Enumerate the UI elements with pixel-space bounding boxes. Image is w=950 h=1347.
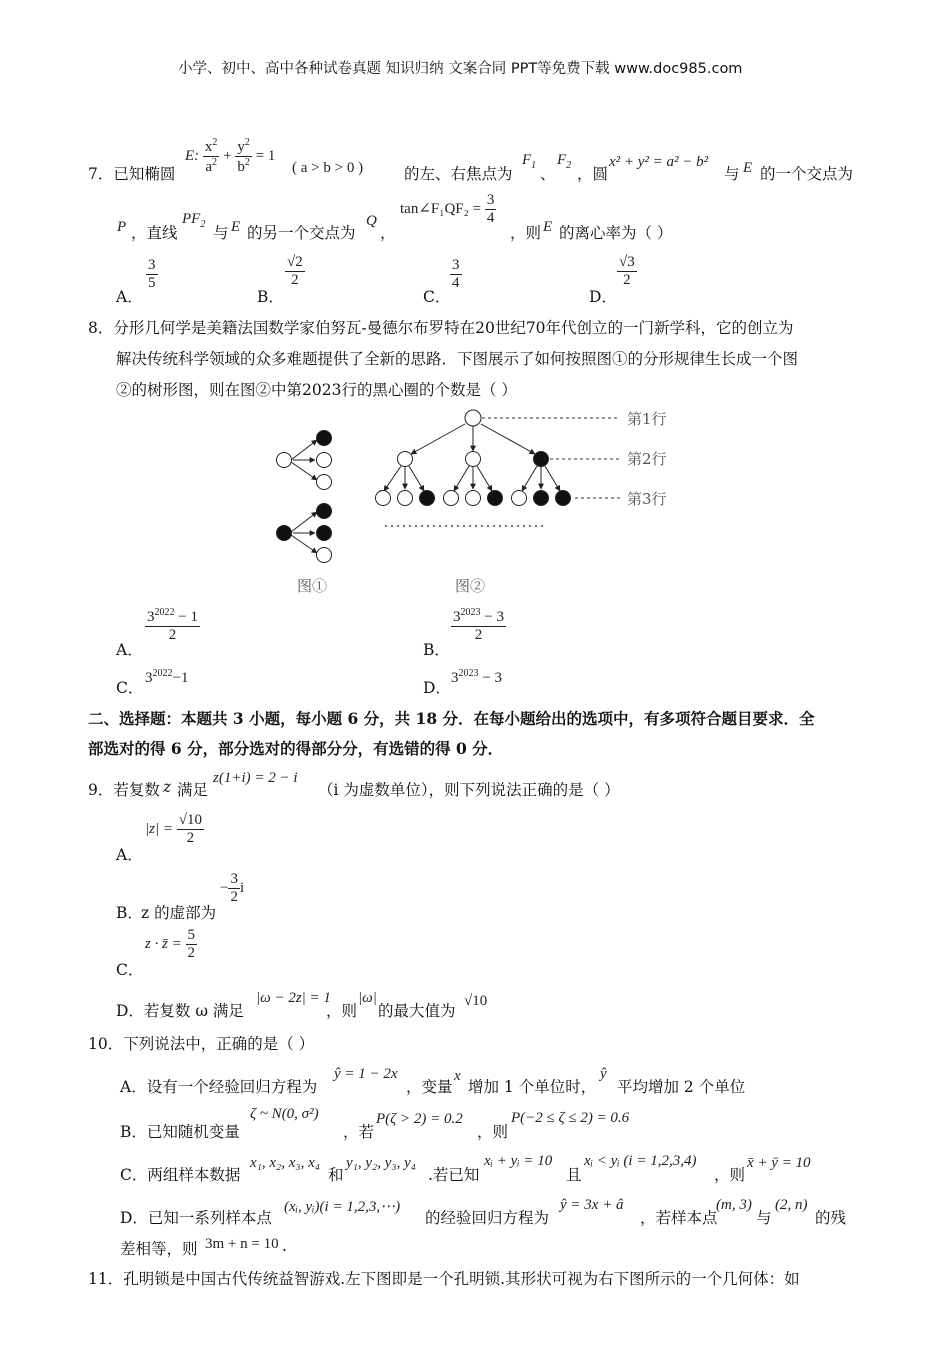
- q7-line2-b: 与: [213, 224, 229, 242]
- fig1-black-child: [317, 431, 332, 446]
- q10-a-4: 平均增加 2 个单位: [617, 1078, 746, 1096]
- fig2-row3-node: [556, 491, 571, 506]
- fig2-row3-node: [376, 491, 391, 506]
- q9-stem-c: （i 为虚数单位），则下列说法正确的是（ ）: [318, 781, 620, 799]
- q10-d-pts: (xᵢ, yᵢ)(i = 1,2,3,⋯): [284, 1199, 401, 1215]
- fig1-black-child: [317, 526, 332, 541]
- q7-F1: $F_1$: [522, 152, 537, 171]
- fig2-row3-node: [488, 491, 503, 506]
- q7-E1: E: [743, 160, 753, 176]
- q7-option-a-value: $\frac{3}{5}$: [148, 257, 156, 291]
- q9-option-b-text: z 的虚部为: [141, 904, 217, 922]
- q10-stem: 10．下列说法中，正确的是（ ）: [88, 1035, 315, 1053]
- q7-option-c-label: C．: [423, 288, 451, 306]
- q10-d-n: (2, n): [775, 1197, 808, 1213]
- q10-c-y: y₁, y₂, y₃, y₄: [346, 1155, 416, 1171]
- fig2-caption: 图②: [455, 577, 486, 595]
- q7-tan-condition: tan∠F₁QF₂ = $\frac{3}{4}$: [400, 192, 495, 226]
- q10-c-ineq: xᵢ < yᵢ (i = 1,2,3,4): [584, 1153, 697, 1169]
- row-label-2: 第2行: [627, 450, 667, 468]
- q9-option-d-c: 的最大值为: [378, 1002, 456, 1020]
- q10-c-1: C．两组样本数据: [120, 1166, 241, 1184]
- q10-d-3: ，若样本点: [640, 1209, 718, 1227]
- q8-option-b-label: B．: [423, 641, 450, 659]
- q8-option-a-value: $\frac{3^{2022} - 1}{2}$: [147, 607, 198, 643]
- fig1-white-child: [317, 475, 332, 490]
- q10-b-1: B．已知随机变量: [120, 1123, 240, 1141]
- fig1-rule-black: [277, 504, 332, 563]
- q8-option-c-label: C．: [116, 679, 144, 697]
- q9-option-b-formula: − $\frac{3}{2}$ i: [220, 871, 245, 905]
- q9-option-d-value: √10: [464, 993, 488, 1009]
- q9-option-d-abs: |ω − 2z| = 1: [256, 990, 331, 1006]
- fig2-row3-node: [466, 491, 481, 506]
- q10-b-p: P(ζ > 2) = 0.2: [376, 1111, 463, 1127]
- q8-option-c-value: $3^{2022}-1$: [145, 668, 189, 686]
- q10-c-res: x̄ + ȳ = 10: [747, 1155, 811, 1171]
- q11-line1: 11．孔明锁是中国古代传统益智游戏.左下图即是一个孔明锁.其形状可视为右下图所示的一个几何体：如: [88, 1270, 800, 1288]
- q10-d-m: (m, 3): [716, 1197, 752, 1213]
- q7-sep: 、: [540, 165, 556, 183]
- fig1-white-child: [317, 453, 332, 468]
- q10-d-2: 的经验回归方程为: [425, 1209, 550, 1227]
- fig2-row3-node: [512, 491, 527, 506]
- q10-b-p2: P(−2 ≤ ζ ≤ 2) = 0.6: [511, 1110, 630, 1126]
- q7-option-c-value: $\frac{3}{4}$: [452, 257, 460, 291]
- q7-line2-a: ，直线: [131, 224, 178, 242]
- q10-b-dist: ζ ~ N(0, σ²): [250, 1106, 319, 1122]
- page-header: 小学、初中、高中各种试卷真题 知识归纳 文案合同 PPT等免费下载 www.doc985.com: [178, 61, 743, 77]
- q7-option-d-value: $\frac{√3}{2}$: [619, 254, 635, 288]
- q7-line1-a: 7．已知椭圆: [88, 165, 176, 183]
- q10-b-3: ，则: [477, 1123, 509, 1141]
- q9-stem-b: 满足: [177, 781, 209, 799]
- row-label-3: 第3行: [627, 490, 667, 508]
- q10-c-2: 和: [328, 1166, 344, 1184]
- fig1-white-parent: [277, 453, 292, 468]
- fig2-row2-node: [466, 452, 481, 467]
- fig2-row3-node: [534, 491, 549, 506]
- q7-condition: ( a > b > 0 ): [292, 160, 364, 176]
- q10-d-6: 差相等，则: [120, 1240, 198, 1258]
- fig2-row3-node: [444, 491, 459, 506]
- fig2-row1-node: [465, 410, 481, 426]
- fig1-black-child: [317, 504, 332, 519]
- q7-circle-equation: x² + y² = a² − b²: [609, 154, 709, 170]
- q7-F2: $F_2$: [557, 152, 572, 171]
- fig2-row3-node: [420, 491, 435, 506]
- q9-option-b-label: B．: [116, 904, 143, 922]
- q10-d-4: 与: [756, 1209, 772, 1227]
- q10-a-y: ŷ: [600, 1066, 607, 1082]
- q7-Q: Q: [366, 213, 377, 229]
- fig1-caption: 图①: [297, 577, 328, 595]
- q7-PF2: $PF_2$: [182, 211, 206, 230]
- q7-line2-d: ，: [380, 224, 396, 242]
- q7-option-b-value: $\frac{√2}{2}$: [287, 254, 303, 288]
- q7-E2: E: [231, 219, 241, 235]
- q9-option-c-label: C．: [116, 961, 144, 979]
- q8-line2: 解决传统科学领域的众多难题提供了全新的思路．下图展示了如何按照图①的分形规律生长成一个图: [116, 350, 799, 368]
- q8-option-d-value: $3^{2023} - 3$: [451, 668, 502, 686]
- fig1-rule-white: [277, 431, 332, 490]
- q7-line1-b: 的左、右焦点为: [404, 165, 513, 183]
- q10-c-4: 且: [566, 1166, 582, 1184]
- fig1-white-child: [317, 548, 332, 563]
- fractal-figure: [265, 400, 695, 600]
- q9-option-a-formula: |z| = $\frac{√10}{2}$: [145, 812, 202, 846]
- q10-d-eq: ŷ = 3x + â: [560, 1197, 624, 1213]
- fig2-row2-node: [398, 452, 413, 467]
- q9-z: z: [163, 778, 172, 796]
- q10-c-5: ，则: [714, 1166, 746, 1184]
- fig2-tree: [376, 410, 621, 526]
- q7-line1-c: ，圆: [577, 165, 609, 183]
- fig1-black-parent: [277, 526, 292, 541]
- q9-option-d-a: D．若复数 ω 满足: [116, 1002, 244, 1020]
- q7-line1-d: 与: [724, 165, 740, 183]
- q9-option-d-absw: |ω|: [358, 990, 377, 1006]
- q10-d-res: 3m + n = 10: [205, 1236, 279, 1252]
- q8-line1: 8．分形几何学是美籍法国数学家伯努瓦-曼德尔布罗特在20世纪70年代创立的一门新学科，它的创立为: [88, 319, 794, 337]
- q8-option-b-value: $\frac{3^{2023} - 3}{2}$: [453, 607, 504, 643]
- q7-P: P: [117, 219, 127, 235]
- q10-b-2: ，若: [343, 1123, 375, 1141]
- q10-c-eq: xᵢ + yᵢ = 10: [484, 1153, 553, 1169]
- q10-c-x: x₁, x₂, x₃, x₄: [250, 1155, 320, 1171]
- q7-option-d-label: D．: [589, 288, 617, 306]
- q10-a-2: ，变量: [406, 1078, 453, 1096]
- q10-a-1: A．设有一个经验回归方程为: [120, 1078, 318, 1096]
- fig2-row2-node: [534, 452, 549, 467]
- q8-line3: ②的树形图，则在图②中第2023行的黑心圈的个数是（ ）: [116, 381, 517, 399]
- section2-line1: 二、选择题：本题共 3 小题，每小题 6 分，共 18 分．在每小题给出的选项中，有多项符合题目要求．全: [88, 709, 815, 728]
- q9-equation: z(1+i) = 2 − i: [213, 770, 298, 786]
- q10-d-5: 的残: [815, 1209, 847, 1227]
- q8-option-a-label: A．: [116, 641, 143, 659]
- q7-line1-e: 的一个交点为: [760, 165, 854, 183]
- q10-a-x: x: [454, 1068, 461, 1084]
- fig2-row3-node: [398, 491, 413, 506]
- q7-E3: E: [543, 219, 553, 235]
- q10-d-7: .: [282, 1237, 287, 1255]
- q7-option-a-label: A．: [116, 288, 143, 306]
- q10-a-3: 增加 1 个单位时，: [468, 1078, 597, 1096]
- section2-line2: 部选对的得 6 分，部分选对的得部分分，有选错的得 0 分．: [88, 739, 504, 758]
- q7-option-b-label: B．: [257, 288, 284, 306]
- q10-c-3: .若已知: [428, 1166, 480, 1184]
- q10-d-1: D．已知一系列样本点: [120, 1209, 272, 1227]
- q7-line2-e: ，则: [510, 224, 542, 242]
- q7-line2-f: 的离心率为（ ）: [559, 224, 673, 242]
- q8-option-d-label: D．: [423, 679, 451, 697]
- q7-line2-c: 的另一个交点为: [247, 224, 356, 242]
- q9-option-a-label: A．: [116, 846, 143, 864]
- q9-option-d-b: ，则: [326, 1002, 358, 1020]
- q9-stem-a: 9．若复数: [88, 781, 160, 799]
- q9-option-c-formula: z · z̄ = $\frac{5}{2}$: [145, 927, 196, 961]
- q7-ellipse-equation: E: $\frac{x^2}{a^2}$ + $\frac{y^2}{b^2}$ = 1: [185, 137, 276, 175]
- row-label-1: 第1行: [627, 410, 667, 428]
- q10-a-eq: ŷ = 1 − 2x: [334, 1066, 398, 1082]
